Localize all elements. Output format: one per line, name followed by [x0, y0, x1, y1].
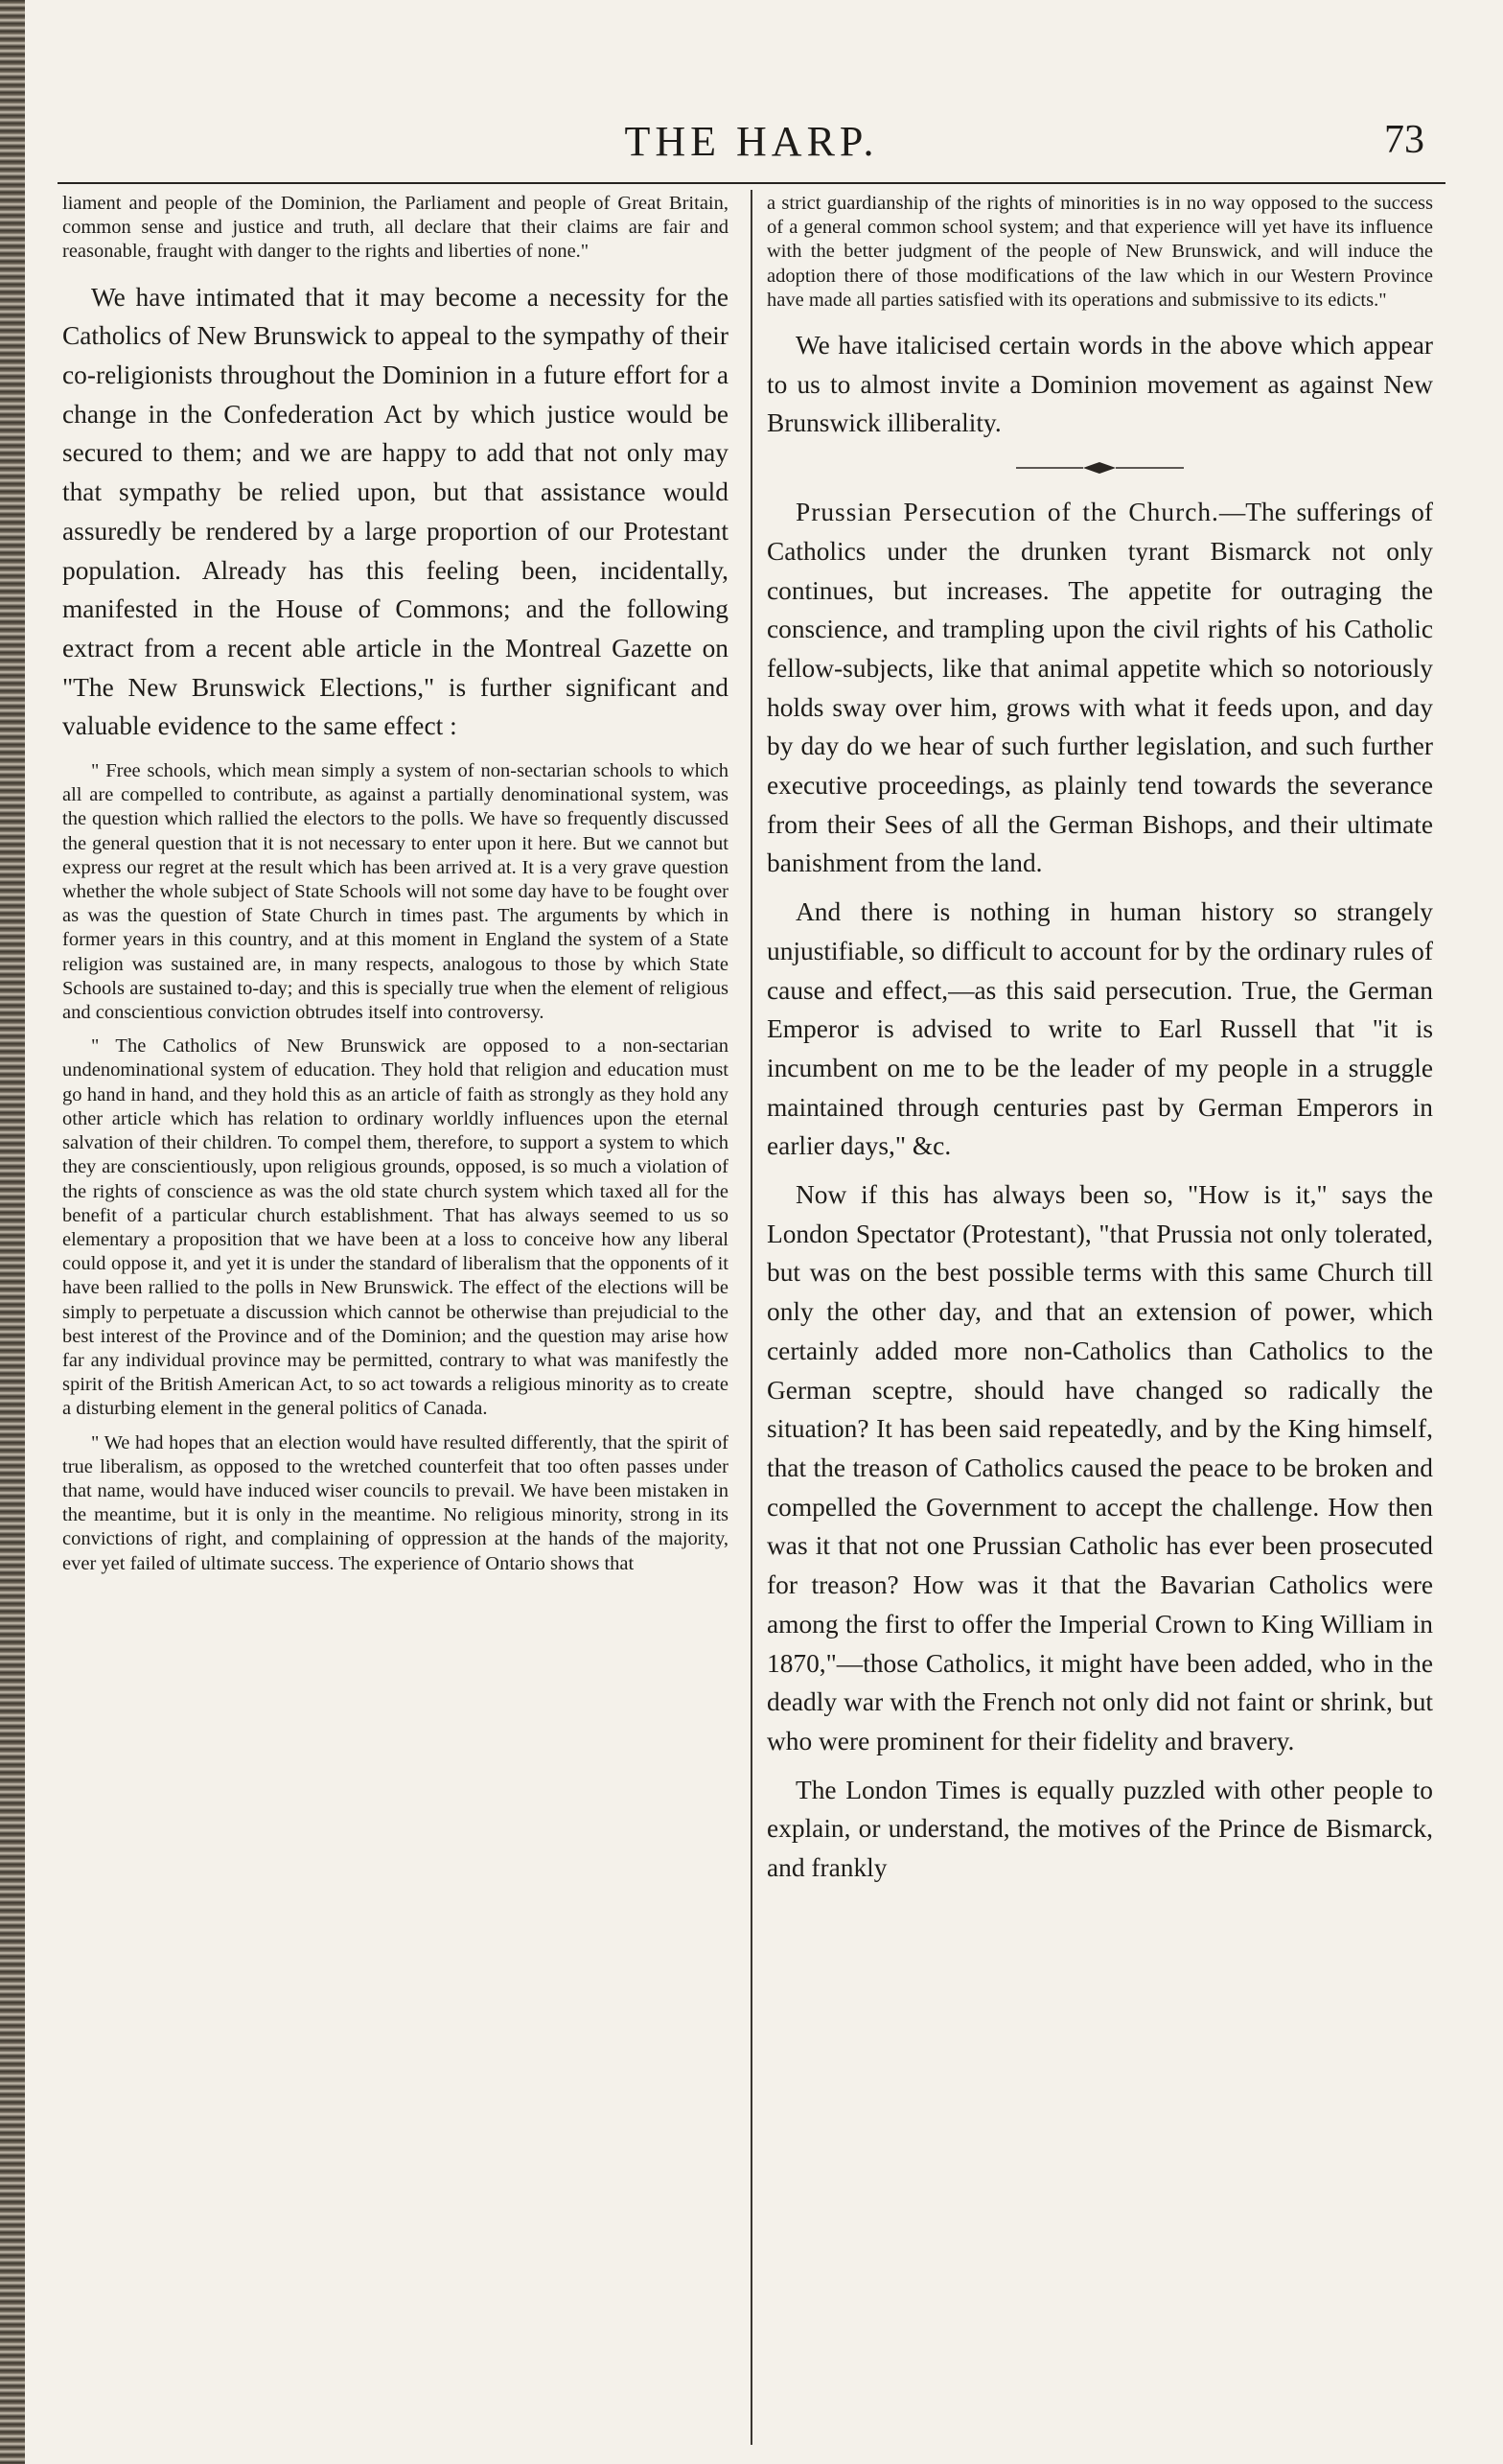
column-divider	[751, 190, 752, 2445]
page-binding-edge	[0, 0, 25, 2464]
paragraph-prussian-persecution	[767, 493, 1433, 883]
quote-catholics-new-brunswick: " The Catholics of New Brunswick are opposed to a non-sectarian undenominational system of education. They hold that religion and education must go hand in hand, and they hold this as an article of faith as strongly as they hold any other article which has relation to ordinary worldly influences upon the eternal salvation of their children. To compel them, therefore, to support a system to which they are conscientiously, upon religious grounds, opposed, is so much a violation of the rights of conscience as was the old state church system which taxed all for the benefit of a particular church establishment. That has always seemed to us so elementary a proposition that we have been at a loss to conceive how any liberal could oppose it, and yet it is under the standard of liberalism that the opponents of it have been rallied to the polls in New Brunswick. The effect of the elections will be simply to perpetuate a discussion which cannot be otherwise than prejudicial to the best interest of the Province and of the Dominion; and the question may arise how far any individual province may be permitted, contrary to what was manifestly the spirit of the British American Act, to so act towards a religious minority as to create a disturbing element in the general politics of Canada.	[62, 1035, 728, 1420]
page-number: 73	[1384, 118, 1424, 162]
paragraph-human-history: And there is nothing in human history so strangely unjustifiable, so difficult to account for by the ordinary rules of cause and effect,—as this said persecution. True, the German Emperor is advised to write to Earl Russell that "it is incumbent on me to be the leader of my people in a struggle maintained through centuries past by German Emperors in earlier days," &c.	[767, 897, 1433, 1161]
paragraph-spectator: Now if this has always been so, "How is it," says the London Spectator (Protestant), "that Prussia not only tolerated, but was on the best possible terms with this same Church till only the other day, and that an extension of power, which certainly added more non-Catholics than Catholics to the German sceptre, should have changed so radically the situation? It has been said repeatedly, and by the King himself, that the treason of Catholics caused the peace to be broken and compelled the Government to accept the challenge. How then was it that not one Prussian Catholic has ever been prosecuted for treason? How was it that the Bavarian Catholics were among the first to offer the Imperial Crown to King William in 1870,"—those Catholics, it might have been added, who in the deadly war with the French not only did not faint or shrink, but who were prominent for their fidelity and bravery.	[767, 1180, 1433, 1755]
page-header	[58, 117, 1445, 165]
quote-free-schools: " Free schools, which mean simply a system of non-sectarian schools to which all are compelled to contribute, as against a partially denominational system, was the question which rallied the electors to the polls. We have so frequently discussed the general question that it is not necessary to enter upon it here. But we cannot but express our regret at the result which has been arrived at. It is a very grave question whether the whole subject of State Schools will not some day have to be fought over as was the question of State Church in times past. The arguments by which in former years in this country, and at this moment in England the system of a State religion was sustained are, in many respects, analogous to those by which State Schools are sustained to-day; and this is specially true when the element of religious and conscientious conviction obtrudes itself into controversy.	[62, 760, 728, 1024]
right-column	[767, 192, 1433, 1888]
quote-continuation-right: a strict guardianship of the rights of minorities is in no way opposed to the success of a general common school system; and that experience will yet have its influence with the better judgment of the people of New Brunswick, and will induce the adoption there of those modifications of the law which in our Western Province have made all parties satisfied with its operations and submissive to its edicts."	[767, 193, 1433, 311]
paragraph-intimated: We have intimated that it may become a necessity for the Catholics of New Brunswick to appeal to the sympathy of their co-religionists throughout the Dominion in a future effort for a change in the Confederation Act by which justice would be secured to them; and we are happy to add that not only may that sympathy be relied upon, but that assistance would assuredly be rendered by a large proportion of our Protestant population. Already has this feeling been, incidentally, manifested in the House of Commons; and the following extract from a recent able article in the Montreal Gazette on "The New Brunswick Elections," is further significant and valuable evidence to the same effect :	[62, 282, 728, 741]
quote-election-hopes: " We had hopes that an election would have resulted differently, that the spirit of true liberalism, as opposed to the wretched counterfeit that too often passes under that name, would have induced wiser councils to prevail. We have been mistaken in the meantime, but it is only in the meantime. No religious minority, strong in its convictions of right, and complaining of oppression at the hands of the majority, ever yet failed of ultimate success. The experience of Ontario shows that	[62, 1431, 728, 1574]
quote-continuation: liament and people of the Dominion, the Parliament and people of Great Britain, common sense and justice and truth, all declare that their claims are fair and reasonable, fraught with danger to the rights and liberties of none."	[62, 193, 728, 263]
section-ornament	[1016, 458, 1184, 477]
paragraph-italicised: We have italicised certain words in the above which appear to us to almost invite a Dominion movement as against New Brunswick illiberality.	[767, 331, 1433, 438]
paragraph-london-times: The London Times is equally puzzled with other people to explain, or understand, the motives of the Prince de Bismarck, and frankly	[767, 1775, 1433, 1883]
left-column	[62, 192, 728, 1576]
paragraph-prussian-text: —The sufferings of Catholics under the drunken tyrant Bismarck not only continues, but increases. The appetite for outraging the conscience, and trampling upon the civil rights of his Catholic fellow-subjects, like that animal appetite which so notoriously holds sway over him, grows with what it feeds upon, and day by day do we hear of such further legislation, and such further executive proceedings, as plainly tend towards the severance from their Sees of all the German Bishops, and their ultimate banishment from the land.	[767, 498, 1433, 878]
section-heading: Prussian Persecution of the Church.	[796, 498, 1219, 527]
header-rule	[58, 182, 1445, 184]
running-title: THE HARP.	[624, 118, 879, 165]
